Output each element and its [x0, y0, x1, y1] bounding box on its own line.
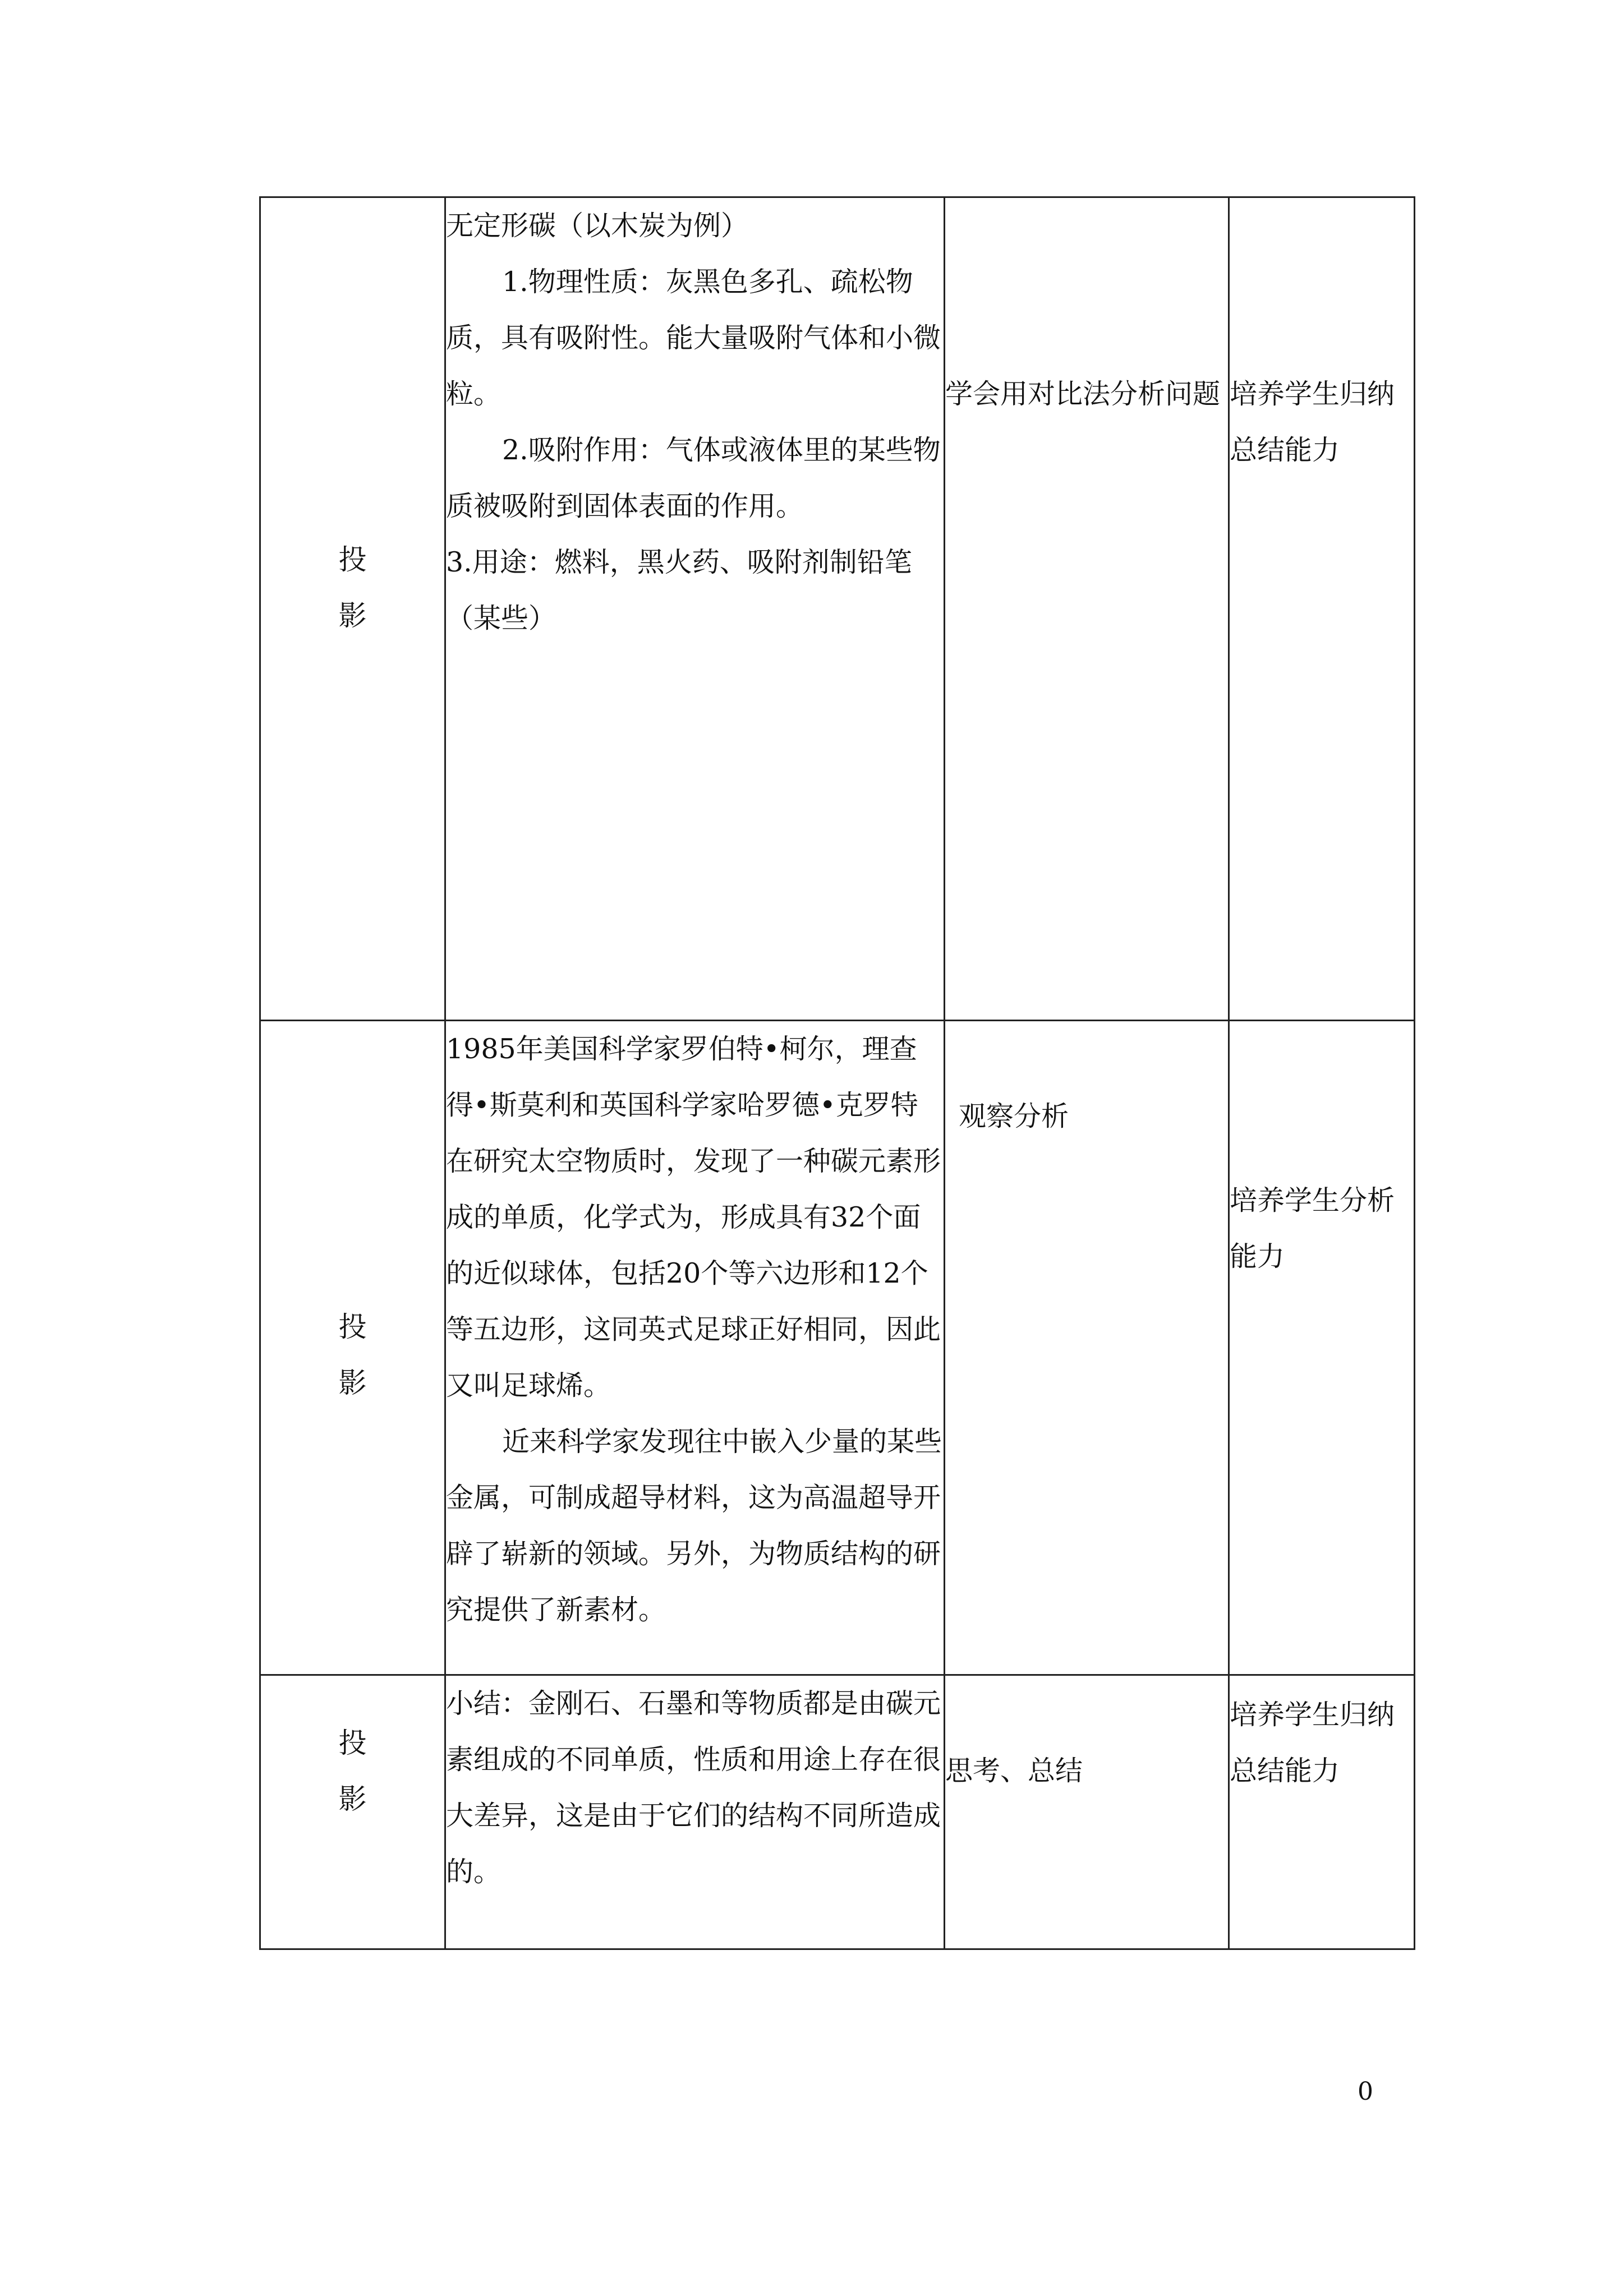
stage-text: 投	[338, 1727, 367, 1759]
goal-cell	[1229, 197, 1415, 1021]
content-cell	[445, 1675, 945, 1949]
stage-text: 影	[338, 1367, 367, 1399]
content-paragraph: 近来科学家发现往中嵌入少量的某些金属，可制成超导材料，这为高温超导开辟了崭新的领域。另外，为物质结构的研究提供了新素材。	[446, 1426, 942, 1626]
stage-cell	[260, 1021, 445, 1675]
stage-cell	[260, 1675, 445, 1949]
table-row	[260, 1021, 1415, 1675]
content-cell	[445, 1021, 945, 1675]
stage-text: 影	[338, 600, 367, 632]
activity-text: 学会用对比法分析问题	[945, 378, 1221, 410]
activity-cell	[945, 1021, 1229, 1675]
stage-text: 投	[338, 543, 367, 576]
activity-text: 观察分析	[959, 1100, 1069, 1132]
stage-cell	[260, 197, 445, 1021]
lesson-plan-table	[259, 196, 1415, 1950]
page-number: 0	[1358, 2077, 1373, 2106]
content-paragraph: 1.物理性质：灰黑色多孔、疏松物质，具有吸附性。能大量吸附气体和小微粒。	[446, 266, 941, 410]
content-paragraph: 小结：金刚石、石墨和等物质都是由碳元素组成的不同单质，性质和用途上存在很大差异，这是由于它们的结构不同所造成的。	[446, 1688, 941, 1888]
table-row	[260, 197, 1415, 1021]
content-heading: 无定形碳（以木炭为例）	[446, 210, 749, 242]
goal-cell	[1229, 1675, 1415, 1949]
content-paragraph: 1985年美国科学家罗伯特•柯尔，理查得•斯莫利和英国科学家哈罗德•克罗特在研究太空物质时，发现了一种碳元素形成的单质，化学式为，形成具有32个面的近似球体，包括20个等六边形和12个等五边形，这同英式足球正好相同，因此又叫足球烯。	[446, 1033, 941, 1401]
stage-text: 影	[338, 1783, 367, 1815]
goal-cell	[1229, 1021, 1415, 1675]
table-row	[260, 1675, 1415, 1949]
goal-text: 培养学生归纳总结能力	[1230, 1699, 1395, 1787]
content-cell	[445, 197, 945, 1021]
stage-text: 投	[338, 1311, 367, 1343]
activity-cell	[945, 1675, 1229, 1949]
goal-text: 培养学生分析能力	[1230, 1184, 1395, 1273]
activity-cell	[945, 197, 1229, 1021]
content-paragraph: 3.用途：燃料，黑火药、吸附剂制铅笔（某些）	[446, 546, 912, 634]
goal-text: 培养学生归纳总结能力	[1230, 378, 1395, 466]
content-paragraph: 2.吸附作用：气体或液体里的某些物质被吸附到固体表面的作用。	[446, 434, 941, 522]
activity-text: 思考、总结	[945, 1755, 1083, 1787]
